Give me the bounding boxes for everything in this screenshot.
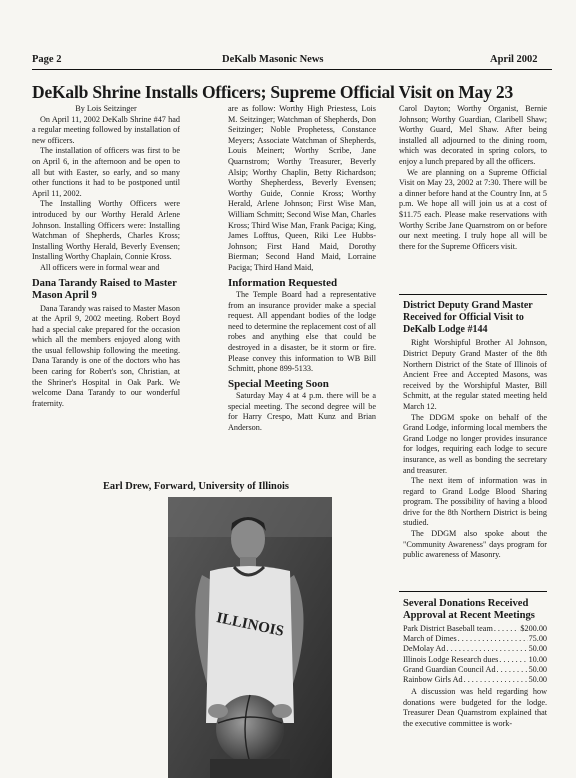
list-item	[403, 634, 547, 644]
donation-amount: 10.00	[528, 654, 547, 664]
article-paragraph-continuation: Carol Dayton; Worthy Organist, Bernie Johnson; Worthy Guardian, Claribell Shaw; Worthy Guard, Mel Shaw. After being installed all adjourned to the dining room, which was decorated in spring colors, to enjoy a lunch prepared by all the officers.	[399, 104, 547, 166]
publication-name: DeKalb Masonic News	[222, 54, 324, 65]
main-headline: DeKalb Shrine Installs Officers; Supreme Official Visit on May 23	[32, 82, 514, 102]
byline: By Lois Seitzinger	[75, 104, 137, 113]
ddgm-article	[403, 300, 547, 561]
donations-list	[403, 624, 547, 685]
donation-name: March of Dimes	[403, 634, 457, 644]
ddgm-heading: District Deputy Grand Master Received for Official Visit to DeKalb Lodge #144	[403, 300, 533, 335]
list-item	[403, 655, 547, 665]
column-1	[32, 104, 180, 409]
ddgm-paragraph: The DDGM also spoke about the "Community Awareness" days program for public awareness of Masonry.	[403, 529, 547, 560]
article-paragraph: The installation of officers was first to be on April 6, in the afternoon and be open to all but with Easter, so early, and so many other functions it had to be postponed until April 11, 2002.	[32, 146, 180, 198]
column-3	[399, 104, 547, 252]
tarandy-heading: Dana Tarandy Raised to Master Mason April 9	[32, 277, 177, 301]
jersey-lettering: ILLINOIS	[214, 610, 286, 640]
donation-name: Grand Guardian Council Ad	[403, 664, 496, 674]
photo-caption: Earl Drew, Forward, University of Illinois	[103, 481, 289, 492]
ddgm-paragraph: Right Worshipful Brother Al Johnson, District Deputy Grand Master of the 8th Northern District of the State of Illinois of Ancient Free and Accepted Masons, was received by the Worshipful Master, Bill Schmitt, at the regular stated meeting held March 12.	[403, 338, 547, 411]
donation-name: DeMolay Ad	[403, 644, 446, 654]
information-paragraph: The Temple Board had a representative from an insurance provider make a special request. All appendant bodies of the lodge need to determine the replacement cost of all robes and anything else that could be destroyed in a disaster, be it storm or fire. Please convey this information to WB Bill Schmitt, phone 899-5133.	[228, 290, 376, 374]
section-rule	[399, 294, 547, 295]
donation-amount: 50.00	[528, 675, 547, 685]
article-paragraph: On April 11, 2002 DeKalb Shrine #47 had a regular meeting followed by installation of new officers.	[32, 114, 180, 145]
special-meeting-paragraph: Saturday May 4 at 4 p.m. there will be a special meeting. The second degree will be for Harry Crespo, Matt Kunz and Brian Anderson.	[228, 391, 376, 433]
column-2	[228, 104, 376, 434]
special-meeting-heading: Special Meeting Soon	[228, 377, 329, 390]
article-paragraph-continued: All officers were in formal wear and	[40, 262, 160, 272]
list-item	[403, 624, 547, 634]
list-item	[403, 644, 547, 654]
article-paragraph: We are planning on a Supreme Official Visit on May 23, 2002 at 7:30. There will be a dinner before hand at the Country Inn, at 5 p.m. We hope all will join us at a cost of $11.75 each. Please make reservations with Worthy Scribe Jane Quarnstrom on or before our next meeting. I truly hope all will be there for the Supreme Officers visit.	[399, 167, 547, 251]
donations-paragraph: A discussion was held regarding how donations were budgeted for the lodge. Treasurer Dean Quarnstrom explained that the executive committee is work-	[403, 687, 547, 728]
donation-name: Rainbow Girls Ad	[403, 675, 463, 685]
list-item	[403, 675, 547, 685]
player-photo	[168, 497, 332, 778]
donation-name: Illinois Lodge Research dues	[403, 654, 499, 664]
donation-name: Park District Baseball team	[403, 624, 493, 633]
tarandy-paragraph: Dana Tarandy was raised to Master Mason at the April 9, 2002 meeting. Robert Boyd had a special cake prepared for the occasion which all the members enjoyed along with the usual fellowship following the meeting. Dana Tarandy is one of the doctors who has been caring for Robert's son, Christian, at the Shriner's Hospital in Oak Park. We welcome Dana Tarandy to our wonderful fraternity.	[32, 303, 180, 408]
page-number: Page 2	[32, 54, 62, 65]
information-heading: Information Requested	[228, 276, 338, 289]
article-paragraph-continuation: are as follow: Worthy High Priestess, Lois M. Seitzinger; Watchman of Shepherds, Don Seitzinger; Noble Prophetess, Constance Meyers; Associate Watchman of Shepherds, Louis Meinert; Worthy Scribe, Jane Quarnstrom; Worthy Treasurer, Beverly Alsip; Worthy Chaplin, Betty Richardson; Worthy Shepherdess, Beverly Evensen; Worthy Guide, Connie Kross; Worthy Herald, Arlene Johnson; First Wise Man, William Schmitt; Second Wise Man, Charles Kross; Third Wise Man, Frank Paciga; King, James Lofftus, Queen, Riki Lee Hubbs-Johnson; First Hand Maid, Dorothy Bierman; Second Hand Maid, Lorraine Paciga; Third Hand Maid,	[228, 104, 376, 272]
issue-date: April 2002	[490, 54, 538, 65]
article-paragraph: The Installing Worthy Officers were introduced by our Worthy Herald Arlene Johnson. Installing Officers were: Installing Watchman of Shepherds, Charles Kross; Installing Worthy Herald, Beverly Evensen; Installing Worthy Chaplain, Connie Kross.	[32, 199, 180, 262]
donations-article	[403, 598, 547, 730]
ddgm-paragraph: The next item of information was in regard to Grand Lodge Blood Sharing program. The possibility of having a blood drive for the 8th Northern District is being studied.	[403, 476, 547, 528]
donations-heading: Several Donations Received Approval at Recent Meetings	[403, 598, 535, 621]
donation-amount: 75.00	[528, 634, 547, 644]
header-rule	[32, 69, 552, 70]
donation-amount: 50.00	[528, 664, 547, 674]
section-rule	[399, 591, 547, 592]
ddgm-paragraph: The DDGM spoke on behalf of the Grand Lodge, informing local members the Grand Lodge no longer provides insurance for lodges, requiring each lodge to secure insurance, as well as bonding the secretary and treasurer.	[403, 412, 547, 475]
donation-amount: 50.00	[528, 644, 547, 654]
donation-amount: $200.00	[520, 624, 547, 633]
list-item	[403, 665, 547, 675]
